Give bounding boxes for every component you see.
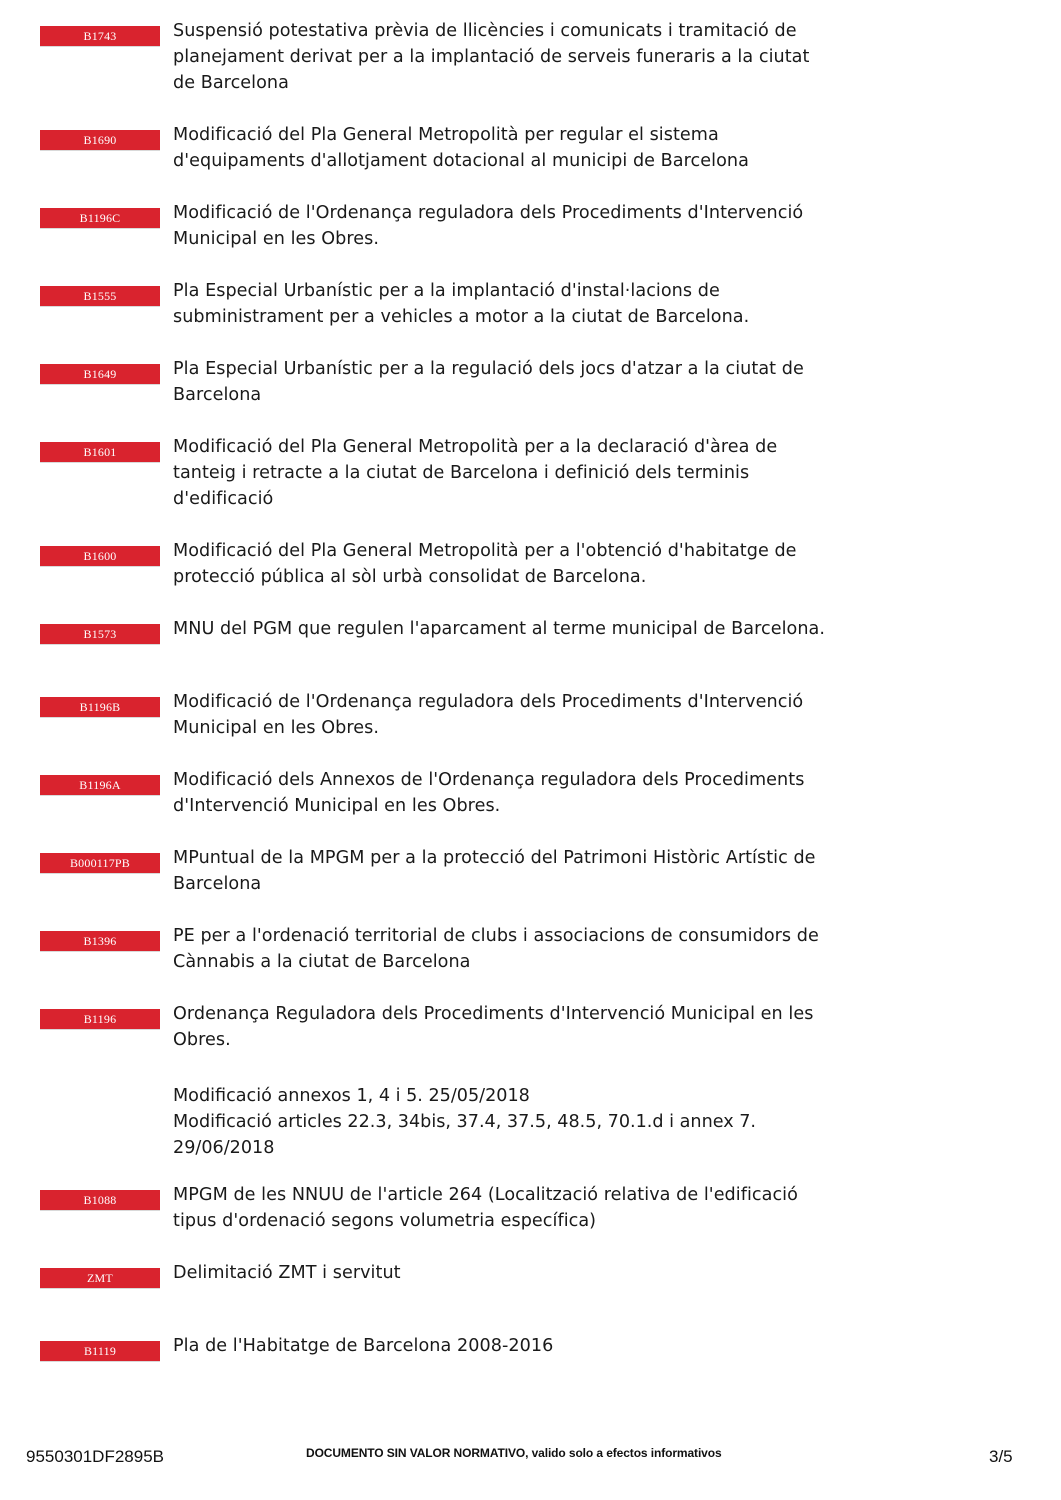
code-badge: ZMT xyxy=(40,1268,160,1288)
code-badge: B1555 xyxy=(40,286,160,306)
modification-note xyxy=(173,1083,833,1161)
code-badge: B1088 xyxy=(40,1190,160,1210)
page-number: 3/5 xyxy=(989,1447,1013,1466)
entry-description: Ordenança Reguladora dels Procediments d'Intervenció Municipal en les Obres. xyxy=(173,1004,814,1050)
entry-description: Pla de l'Habitatge de Barcelona 2008-2016 xyxy=(173,1336,554,1356)
entry-description: Modificació del Pla General Metropolità per a l'obtenció d'habitatge de protecció pública al sòl urbà consolidat de Barcelona. xyxy=(173,541,797,587)
note-line: Modificació articles 22.3, 34bis, 37.4, 37.5, 48.5, 70.1.d i annex 7. xyxy=(173,1112,757,1132)
entry-description: PE per a l'ordenació territorial de clubs i associacions de consumidors de Cànnabis a la ciutat de Barcelona xyxy=(173,926,819,972)
document-id: 9550301DF2895B xyxy=(26,1447,165,1466)
entry-description: Pla Especial Urbanístic per a la regulació dels jocs d'atzar a la ciutat de Barcelona xyxy=(173,359,804,405)
code-badge: B1601 xyxy=(40,442,160,462)
note-line: 29/06/2018 xyxy=(173,1138,275,1158)
entry-description: Modificació de l'Ordenança reguladora dels Procediments d'Intervenció Municipal en les Obres. xyxy=(173,692,804,738)
entry-description: Suspensió potestativa prèvia de llicències i comunicats i tramitació de planejament derivat per a la implantació de serveis funeraris a la ciutat de Barcelona xyxy=(173,21,810,93)
code-badge: B1573 xyxy=(40,624,160,644)
entry-description: MPuntual de la MPGM per a la protecció del Patrimoni Històric Artístic de Barcelona xyxy=(173,848,816,894)
code-badge: B1196A xyxy=(40,775,160,795)
entry-description: Modificació de l'Ordenança reguladora dels Procediments d'Intervenció Municipal en les Obres. xyxy=(173,203,804,249)
code-badge: B1600 xyxy=(40,546,160,566)
entry-description: MNU del PGM que regulen l'aparcament al terme municipal de Barcelona. xyxy=(173,619,826,639)
code-badge: B000117PB xyxy=(40,853,160,873)
note-line: Modificació annexos 1, 4 i 5. 25/05/2018 xyxy=(173,1086,530,1106)
code-badge: B1743 xyxy=(40,26,160,46)
code-badge: B1690 xyxy=(40,130,160,150)
entry-description: Modificació dels Annexos de l'Ordenança reguladora dels Procediments d'Intervenció Municipal en les Obres. xyxy=(173,770,805,816)
code-badge: B1119 xyxy=(40,1341,160,1361)
code-badge: B1196C xyxy=(40,208,160,228)
code-badge: B1396 xyxy=(40,931,160,951)
entry-description: Modificació del Pla General Metropolità per a la declaració d'àrea de tanteig i retracte a la ciutat de Barcelona i definició dels terminis d'edificació xyxy=(173,437,778,509)
entry-description: Modificació del Pla General Metropolità per regular el sistema d'equipaments d'allotjament dotacional al municipi de Barcelona xyxy=(173,125,749,171)
code-badge: B1649 xyxy=(40,364,160,384)
disclaimer-text: DOCUMENTO SIN VALOR NORMATIVO, valido solo a efectos informativos xyxy=(306,1446,722,1460)
entry-description: Pla Especial Urbanístic per a la implantació d'instal·lacions de subministrament per a vehicles a motor a la ciutat de Barcelona. xyxy=(173,281,750,327)
entry-description: MPGM de les NNUU de l'article 264 (Localització relativa de l'edificació tipus d'ordenació segons volumetria específica) xyxy=(173,1185,798,1231)
code-badge: B1196B xyxy=(40,697,160,717)
entry-description: Delimitació ZMT i servitut xyxy=(173,1263,401,1283)
code-badge: B1196 xyxy=(40,1009,160,1029)
